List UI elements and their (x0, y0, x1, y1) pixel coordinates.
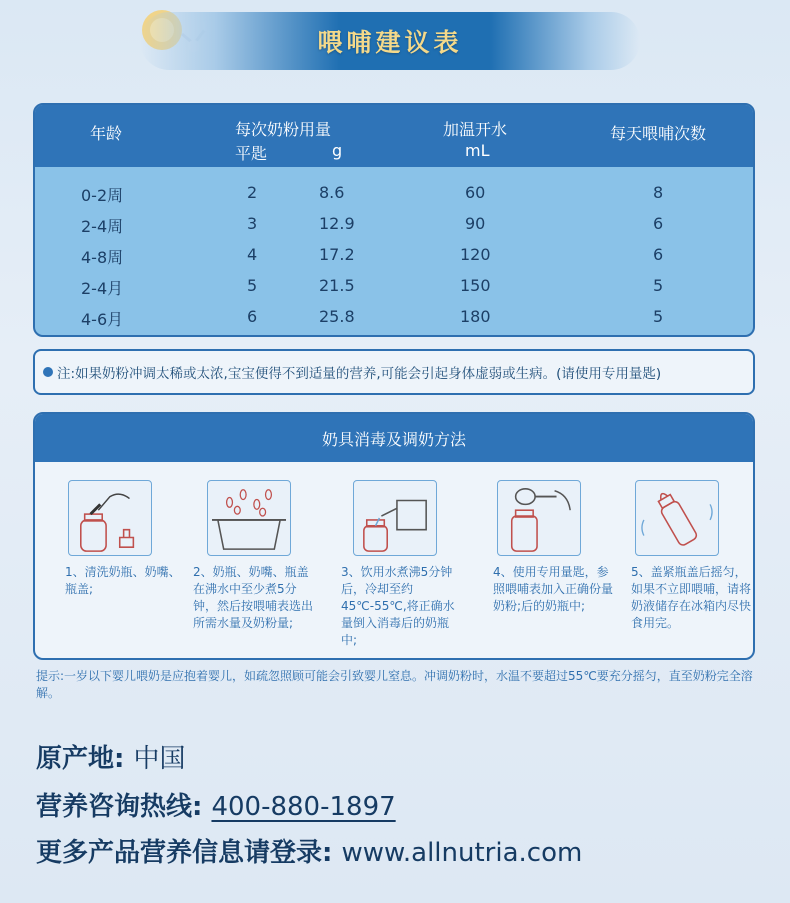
cell-water: 150 (460, 276, 491, 295)
col-water: 加温开水 (443, 120, 508, 139)
website-line (36, 832, 582, 869)
cell-spoon: 3 (247, 214, 258, 233)
cell-age: 4-6月 (81, 310, 124, 329)
page-title: 喂哺建议表 (317, 28, 463, 57)
cell-spoon: 2 (247, 183, 258, 202)
table-row (35, 301, 753, 332)
table-row (35, 270, 753, 301)
header-banner (140, 12, 640, 70)
hotline-number[interactable]: 400-880-1897 (211, 792, 396, 822)
cell-age: 2-4周 (81, 217, 124, 236)
measuring-spoon-icon (497, 480, 581, 556)
hotline-line (36, 786, 396, 823)
cell-water: 120 (460, 245, 491, 264)
website-link[interactable]: www.allnutria.com (341, 838, 583, 868)
boiling-pot-icon (207, 480, 291, 556)
cell-times: 6 (653, 245, 664, 264)
note-box (33, 349, 755, 395)
cell-age: 4-8周 (81, 248, 124, 267)
tip-text: 提示:一岁以下婴儿喂奶是应抱着婴儿，如疏忽照顾可能会引致婴儿窒息。冲调奶粉时，水温不要超过55℃要充分摇匀，直至奶粉完全溶解。 (36, 669, 753, 700)
kettle-pouring-icon (353, 480, 437, 556)
cell-gram: 25.8 (319, 307, 355, 326)
note-text: 注:如果奶粉冲调太稀或太浓,宝宝便得不到适量的营养,可能会引起身体虚弱或生病。(请使用专用量匙) (57, 366, 662, 382)
method-title: 奶具消毒及调奶方法 (35, 414, 753, 462)
feeding-table (33, 103, 755, 337)
cell-spoon: 4 (247, 245, 258, 264)
cell-times: 6 (653, 214, 664, 233)
cell-spoon: 5 (247, 276, 258, 295)
col-powder-spoon: 平匙 (235, 144, 268, 163)
cell-gram: 17.2 (319, 245, 355, 264)
origin-value: 中国 (133, 744, 186, 774)
step-3-text: 3、饮用水煮沸5分钟后，冷却至约45℃-55℃,将正确水量倒入消毒后的奶瓶中; (341, 565, 455, 647)
bottle-cleaning-icon (68, 480, 152, 556)
col-powder-gram: g (332, 141, 343, 160)
origin-label: 原产地: (36, 744, 125, 774)
step-4-text: 4、使用专用量匙，参照喂哺表加入正确份量奶粉;后的奶瓶中; (493, 565, 614, 613)
table-row (35, 208, 753, 239)
cell-times: 8 (653, 183, 664, 202)
cell-gram: 12.9 (319, 214, 355, 233)
feeding-table-header (35, 105, 753, 167)
cell-water: 90 (465, 214, 486, 233)
method-section (33, 412, 755, 660)
cell-spoon: 6 (247, 307, 258, 326)
origin-line (36, 738, 185, 775)
col-powder: 每次奶粉用量 (235, 120, 332, 139)
step-1-text: 1、清洗奶瓶、奶嘴、瓶盖; (65, 565, 181, 596)
col-age: 年龄 (90, 124, 123, 143)
cell-gram: 21.5 (319, 276, 355, 295)
hotline-label: 营养咨询热线: (36, 792, 203, 822)
cell-times: 5 (653, 276, 664, 295)
step-5-text: 5、盖紧瓶盖后摇匀，如果不立即喂哺，请将奶液储存在冰箱内尽快食用完。 (631, 565, 752, 630)
cell-gram: 8.6 (319, 183, 345, 202)
cell-age: 0-2周 (81, 186, 124, 205)
shaking-bottle-icon (635, 480, 719, 556)
cell-times: 5 (653, 307, 664, 326)
col-times: 每天喂哺次数 (610, 124, 707, 143)
table-row (35, 177, 753, 208)
step-2-text: 2、奶瓶、奶嘴、瓶盖在沸水中至少煮5分钟，然后按喂哺表选出所需水量及奶粉量; (193, 565, 314, 630)
website-label: 更多产品营养信息请登录: (36, 838, 333, 868)
cell-water: 60 (465, 183, 486, 202)
cell-age: 2-4月 (81, 279, 124, 298)
table-row (35, 239, 753, 270)
bullet-dot-icon (43, 367, 53, 377)
cell-water: 180 (460, 307, 491, 326)
col-water-unit: mL (465, 141, 490, 160)
